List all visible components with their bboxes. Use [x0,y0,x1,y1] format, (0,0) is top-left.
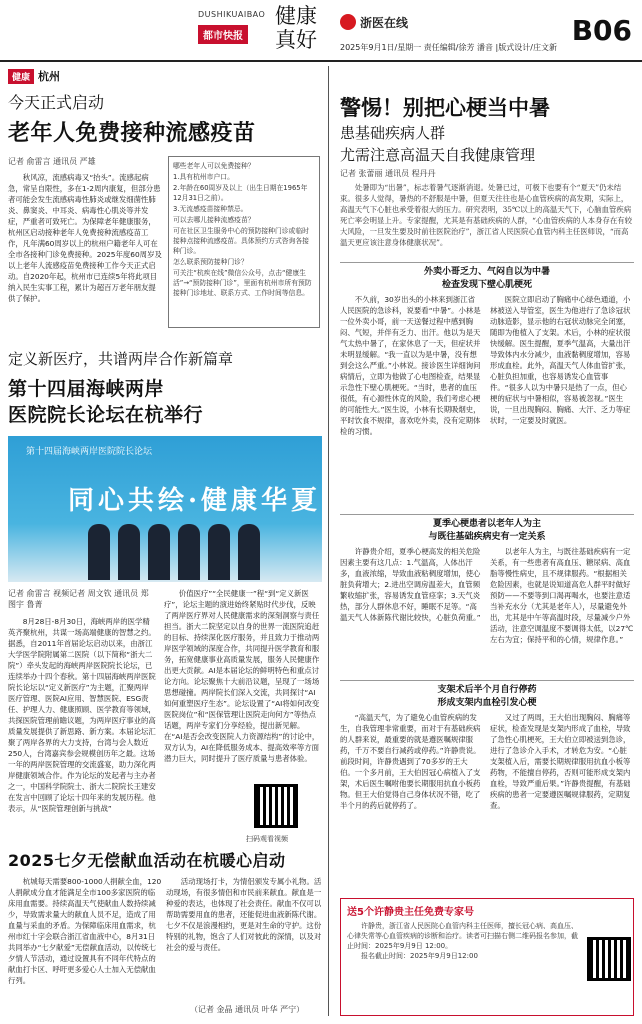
subhead-3-line2: 形成支架内血栓引发心梗 [437,698,537,708]
partner-logo-icon [340,14,356,30]
partner-name: 浙医在线 [360,15,409,30]
person-figure [208,524,230,580]
subhead-2-line1: 夏季心梗患者以老年人为主 [432,519,541,529]
section-tag-row [8,68,60,84]
city-tag: 杭州 [38,70,61,83]
subhead-3-line1: 支架术后半个月自行停药 [437,685,537,695]
qa-line: 可关注“杭疾在线”微信公众号，点击“健康生活”→“预防接种门诊”，里面有杭州市所有预防接种门诊地址、联系方式、工作时间等信息。 [173,269,312,297]
article3-body-left: 杭城每天需要800-1000人捐献全血，120人捐献成分血才能满足全市100多家医院的临床用血需要。持续高温天气使献血人数持续减少，导致需求量大的献血人员不足，造成了用血量与采血的矛盾。为保障临床用血需求，杭州市红十字会联合浙江省血液中心，8月31日共同举办“七夕献爱”无偿献血活动，以传统七夕情人节活动，通过设置具有不同年代特点的献血打卡区、呼吁更多爱心人士加入无偿献血行列。 [8,877,162,985]
section1-body-left: 不久前，30岁出头的小林来到浙江省人民医院的急诊科，说要看“中暑”。小林是一位外卖小哥，前一天送餐过程中感到胸闷、气短，并伴有乏力、出汗。他以为是天气太热中暑了，在家休息了一天，但症状并未明显缓解。“我一直以为是中暑，没有想到会这么严重。”小林说。接诊医生详细询问病情后，立即为他做了心电图检查，结果显示急性下壁心肌梗死。“当时，患者的血压很低，有心源性休克的风险，我们考虑心梗的可能性大。”医生说，小林有长期吸烟史，平时饮食不规律，喜欢吃外卖，没有定期体检的习惯。 [340,295,481,436]
subhead-1-line1: 外卖小哥乏力、气闷自以为中暑 [423,267,550,277]
qa-line: 2.年龄在60周岁及以上（出生日期在1965年12月31日之前）。 [173,184,308,202]
partner-badge [340,12,408,32]
section2-body-left: 许静贵介绍，夏季心梗高发的相关危险因素主要有这几点：1.气温高，人体出汗多，血液浓缩，导致血液粘稠度增加，使心脏负荷增大；2.进出空调房温差大，血管频繁收缩扩张，容易诱发血管痉挛；3.天气炎热，部分人群休息不好，睡眠不足等。“高温天气人体新陈代谢比较快，心脏负荷重。” [340,547,481,622]
free-appointment-text: 许静贵，浙江省人民医院心血管内科主任医师，擅长冠心病、高血压、心律失常等心血管疾病的诊断和治疗。读者可扫描右侧二维码报名参加，截止时间：2025年9月9日 12:00。 [347,922,578,950]
article2-headline-line1: 第十四届海峡两岸 [8,378,165,400]
photo-people [88,524,260,580]
article2-body-right: 价值医疗”“全民健康一”程“到“定义新医疗”，论坛主题的演进始终紧贴时代步伐，反映了两岸医疗界对人民健康需求的深刻洞察与责任担当。浙大二院坚定以自身的世界一流医院追赶的目标、持续深化医疗服务，并且致力于推动两岸医学领域的深度合作，共同提升医学教育和服务，拓宽健康事业高质量发展，服务人民健康作出更大贡献。AI是本届论坛的鲜明特色和重点讨论方向。论坛聚焦十大前沿议题，呈现了一场场思想碰撞。两岸院长们深入交流，共同探讨“AI如何重塑医疗生态”。论坛设置了“AI将如何改变医院岗位”和“医保管理让医院走向何方”等热点话题，两岸专家们分享经验，提出新见解。在“AI是否会改变医院人力资源结构”的讨论中，双方认为，AI在降低服务成本、提高效率等方面潜力巨大，同时提升了医疗质量与患者体验。 [164,589,320,763]
video-qr-code[interactable] [254,784,298,828]
article2-byline: 记者 俞雷言 视频记者 周文钦 通讯员 郑图宇 鲁菁 [8,589,149,609]
free-appointment-deadline: 报名截止时间：2025年9月9日12:00 [361,952,478,960]
vaccine-qa-box [168,156,320,328]
section2-body-right: 以老年人为主，与既往基础疾病有一定关系，有一些患者有高血压、糖尿病、高血脂等慢性病史，且不规律服药。“根据相关危险因素，也就是说知道高危人群平时做好预防——不要等到口渴再喝水，也要注意适当补充水分（尤其是老年人），尽量避免外出，尤其是中午等高温时段，尽量减少户外活动，注意空调温度不要调得太低，以27℃左右为宜；保持平和的心情，规律作息。” [490,547,634,644]
person-figure [148,524,170,580]
main-headline: 警惕！别把心梗当中暑 [340,96,550,120]
section1-body-right: 医院立即启动了胸痛中心绿色通道，小林被送入导管室，医生为他进行了急诊冠状动脉造影，显示他的右冠状动脉完全闭塞，随即为他植入了支架。术后，小林的症状很快缓解。医生提醒，夏季气温高，大量出汗导致体内水分减少，血液黏稠度增加，容易形成血栓。此外，高温天气人体血管扩张，心脏负担加重，也容易诱发心血管事件。“很多人以为中暑只是热了一点，但心梗的症状与中暑相似，容易被忽视。”医生说，一旦出现胸闷、胸痛、大汗、乏力等症状时，一定要及时就医。 [490,295,631,425]
article2-headline-line2: 医院院长论坛在杭举行 [8,404,204,426]
qr-caption: 扫码观看视频 [246,835,288,843]
qa-line: 3.无流感疫苗接种禁忌。 [173,205,248,213]
logo-name: 都市快报 [198,25,248,44]
section3-body-right: 又过了两周，王大伯出现胸闷、胸痛等症状，检查发现是支架内形成了血栓，导致了急性心肌梗死，王大伯立即被送到急诊，进行了急诊介入手术，才转危为安。“心脏支架植入后，需要长期规律服用抗血小板等药物，不能擅自停药，否则可能形成支架内血栓，导致严重后果。”许静贵提醒，有基础疾病的患者一定要遵医嘱规律服药，定期复查。 [490,713,631,810]
qa-line: 可在社区卫生服务中心的预防接种门诊或临时接种点接种流感疫苗。具体预约方式咨询各接种门诊。 [173,227,309,255]
article2-body-left: 8月28日-8月30日，海峡两岸的医学精英齐聚杭州，共谋一场高端健康的智慧之约。据悉，自2011年首届论坛启动以来，由浙江大学医学院附属第二医院（以下简称“浙大二院”）牵头发起的海峡两岸医院院长论坛，已连续举办十四个春秋。第十四届海峡两岸医院院长论坛以“定义新医疗”为主题，汇聚两岸医疗管理、医院AI应用、智慧医院、ESG责任、护理人力、健康照顾、医学教育等领域，共探医院管理前瞻议题，为两岸医疗事业的高质量发展提供了新思路、新方案。本届论坛汇聚了两岸各界的大力支持，台湾与会人数近250人，台湾嘉宾参会规模创历年之最。这场一年的两岸医院管理的交流盛宴，助力深化两岸健康领域合作。作为论坛的发起者与主办者之一，中国科学院院士、浙大二院院长王建安在发言中回顾了论坛十四年来的发展历程。他表示，从“医院管理创新与挑战” [8,617,156,813]
qa-line: 怎么联系预防接种门诊？ [173,258,248,266]
person-figure [88,524,110,580]
issue-date-line: 2025年9月1日/星期一 责任编辑/徐芳 潘音 |版式设计/庄文新 [340,43,557,52]
signup-qr-code[interactable] [587,937,631,981]
qa-line: 1.具有杭州市户口。 [173,173,234,181]
section-tag: 健康 [8,69,34,84]
free-appointment-title: 送5个许静贵主任免费专家号 [347,907,474,918]
forum-photo [8,436,322,582]
subhead-3 [340,680,634,710]
subhead-1-line2: 检查发现下壁心肌梗死 [441,280,532,290]
article3-body-right: 活动现场打卡，为情侣颁发专属小礼物。活动现场，有很多情侣和市民前来献血。献血是一种爱的表达，也体现了社会责任。献血不仅可以帮助需要用血的患者，还能促进血液新陈代谢。七夕不仅是浪漫相约，更是对生命的守护。这份特别的礼物，饱含了人们对彼此的深情，以及对社会的爱与责任。 [166,877,322,952]
main-subheadline-line2: 尤需注意高温天自我健康管理 [340,146,536,164]
free-appointment-body [347,921,579,961]
column-divider [328,66,329,1016]
person-figure [178,524,200,580]
free-appointment-box [340,898,634,1016]
subhead-2 [340,514,634,544]
article3-headline: 2025七夕无偿献血活动在杭暖心启动 [8,851,286,870]
section-title: 健康真好 [275,4,317,52]
subhead-2-line2: 与既往基础疾病史有一定关系 [428,532,546,542]
article1-body: 秋风凉，流感病毒又“抬头”。流感起病急，常呈自限性，多在1-2周内康复，但部分患者可能会发生流感病毒性肺炎或继发细菌性肺炎、鼻窦炎、中耳炎、病毒性心肌炎等并发症，严重者可致死亡。为保障老年健康服务，杭州区启动接种老年人免费接种流感疫苗工作，凡年满60周岁以上的杭州户籍老年人可在全市各接种门诊免费接种。2025年度60周岁及以上老年人流感疫苗免费接种工作今天正式启动。自2020年起，杭州市已连续5年将此项目纳入民生实事工程，累计为超百万老年朋友提供了保护。 [8,173,162,303]
person-figure [118,524,140,580]
masthead [0,0,642,62]
logo-pinyin: DUSHIKUAIBAO [198,10,266,19]
newspaper-logo [198,10,274,56]
main-subheadline-line1: 患基础疾病人群 [340,124,446,142]
qa-line: 哪些老年人可以免费接种？ [173,162,255,170]
main-byline: 记者 张蕾丽 通讯员 程丹丹 [340,169,436,178]
section3-body-left: “高温天气，为了避免心血管疾病的发生，自我管理非常重要，而对于有基础疾病的人群来说，最重要的就是遵医嘱规律服药，千万不要自行减药或停药。”许静贵说。前段时间，许静贵遇到了70多岁的王大伯。一个多月前，王大伯因冠心病植入了支架，术后医生嘱咐他要长期服用抗血小板药物。但王大伯觉得自己身体状况不错，吃了半个月的药后就停药了。 [340,713,481,810]
person-figure [238,524,260,580]
article1-byline: 记者 俞雷言 通讯员 严雄 [8,157,96,166]
article1-headline: 老年人免费接种流感疫苗 [8,121,256,146]
page-number: B06 [571,14,632,47]
qa-line: 可以去哪儿接种流感疫苗？ [173,216,255,224]
photo-banner-text: 第十四届海峡两岸医院院长论坛 [26,447,153,457]
photo-slogan-text: 同心共绘·健康华夏 [68,486,322,516]
main-lead-paragraph: 处暑即为“出暑”，标志着暑气逐渐消退。处暑已过，可极下也要有个“夏天”仍未结束。很多人觉得，暑热的不舒服是中暑，但夏天往往也是心血管疾病的高发期，实际上，高温天气下心脏也承受着很大的压力。研究表明，35℃以上的高温天气下，心脑血管疾病死亡率会明显上升。专家提醒，尤其是有基础疾病的人群，“心血管疾病的人本身存在有较大风险，一旦发生要及时前往医院治疗”，浙江省人民医院心血管内科主任医师说，“而高温天更应该注意身体健康状况”。 [340,183,633,247]
article1-kicker: 今天正式启动 [8,93,105,112]
subhead-1 [340,262,634,292]
article2-kicker: 定义新医疗，共谱两岸合作新篇章 [8,350,234,368]
article3-byline: （记者 金晶 通讯员 叶华 严宁） [190,1005,305,1014]
